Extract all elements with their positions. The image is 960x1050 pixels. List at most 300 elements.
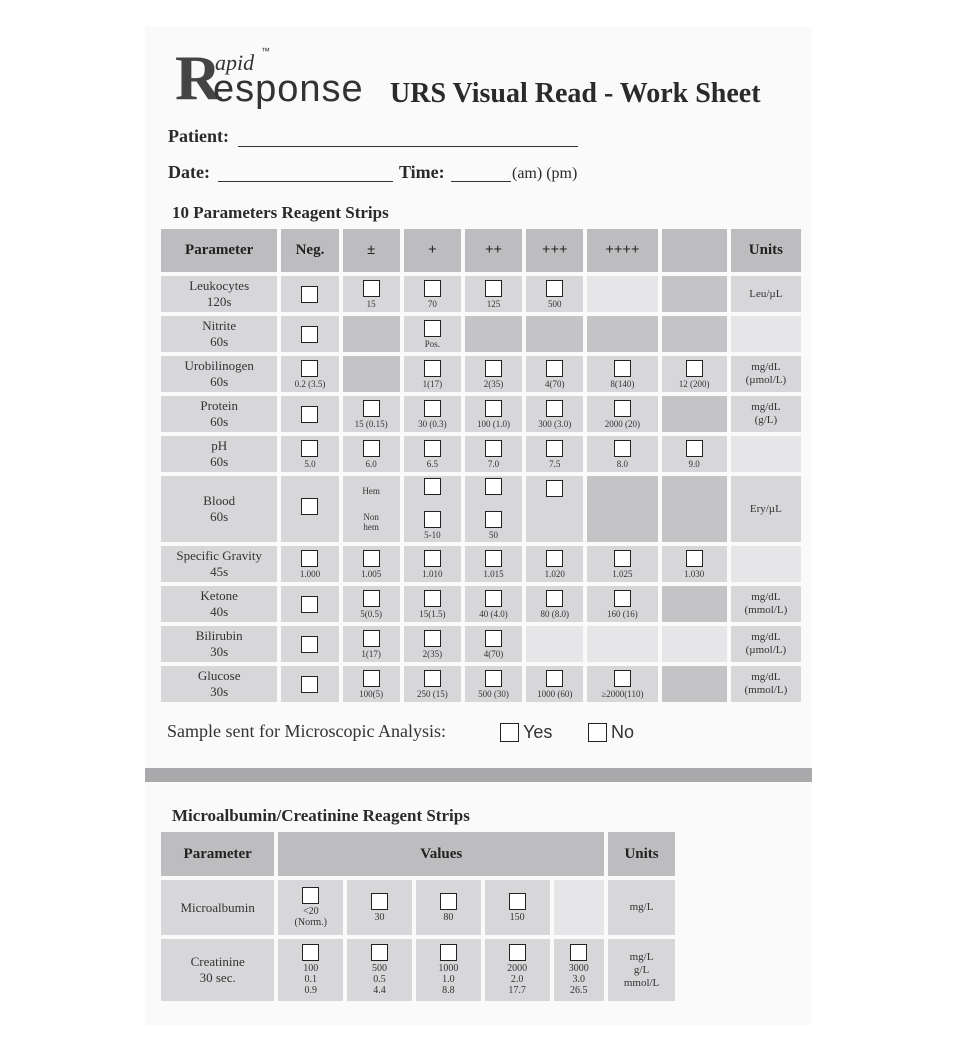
checkbox[interactable] bbox=[424, 590, 441, 607]
value-label: 160 (16) bbox=[607, 608, 638, 619]
param-time: 60s bbox=[210, 454, 229, 469]
checkbox[interactable] bbox=[509, 893, 526, 910]
cell-neg bbox=[281, 586, 338, 622]
param-cell-ph bbox=[161, 436, 277, 472]
param-name: Leukocytes bbox=[189, 278, 250, 293]
value-label: 1.030 bbox=[684, 568, 705, 579]
value-label: 1.000 bbox=[299, 568, 321, 579]
param-time: 120s bbox=[206, 294, 232, 309]
table-row bbox=[161, 626, 801, 662]
value-label: 2(35) bbox=[483, 378, 504, 389]
param-cell-bilirubin bbox=[161, 626, 277, 662]
micro-header-values: Values bbox=[278, 832, 604, 876]
units-cell bbox=[608, 939, 675, 1001]
checkbox[interactable] bbox=[614, 590, 631, 607]
checkbox[interactable] bbox=[301, 596, 318, 613]
no-checkbox[interactable] bbox=[588, 723, 607, 742]
cell-neg bbox=[281, 476, 338, 542]
value-label: 2000 (20) bbox=[604, 418, 641, 429]
value-line: 26.5 bbox=[570, 985, 588, 996]
value-label: 1.010 bbox=[422, 568, 443, 579]
value-label: 1(17) bbox=[361, 648, 381, 659]
checkbox[interactable] bbox=[371, 893, 388, 910]
table-row bbox=[161, 276, 801, 312]
cell-trace bbox=[343, 396, 400, 432]
value-label: ≥2000(110) bbox=[601, 688, 644, 699]
header-plus1: + bbox=[404, 229, 461, 272]
checkbox[interactable] bbox=[570, 944, 587, 961]
checkbox[interactable] bbox=[485, 630, 502, 647]
value-cell bbox=[416, 939, 481, 1001]
value-line: 150 bbox=[509, 911, 525, 923]
value-label: 30 (0.3) bbox=[418, 418, 447, 429]
value-cell bbox=[347, 939, 412, 1001]
cell-trace bbox=[343, 436, 400, 472]
value-label: 8.0 bbox=[616, 458, 629, 469]
checkbox[interactable] bbox=[371, 944, 388, 961]
header-plus4: ++++ bbox=[587, 229, 657, 272]
header-plus2: ++ bbox=[465, 229, 522, 272]
param-time: 30s bbox=[210, 644, 229, 659]
unit-line: mg/L bbox=[629, 901, 654, 913]
value-cell bbox=[485, 939, 550, 1001]
time-field[interactable] bbox=[451, 181, 511, 182]
checkbox[interactable] bbox=[363, 400, 380, 417]
page-title: URS Visual Read - Work Sheet bbox=[390, 78, 761, 109]
checkbox[interactable] bbox=[363, 280, 380, 297]
cell-extra bbox=[662, 476, 727, 542]
units-cell bbox=[731, 626, 801, 662]
microscopic-yes-option[interactable] bbox=[500, 722, 552, 743]
value-label: 5.0 bbox=[304, 458, 316, 469]
value-cell bbox=[416, 880, 481, 935]
value-line: 100 bbox=[303, 963, 319, 974]
logo-trademark: ™ bbox=[261, 46, 270, 56]
value-line: (Norm.) bbox=[294, 917, 328, 928]
checkbox[interactable] bbox=[509, 944, 526, 961]
cell-plus1 bbox=[404, 546, 461, 582]
param-time: 60s bbox=[210, 334, 229, 349]
checkbox-non-hem[interactable] bbox=[485, 511, 502, 528]
value-line: 1.0 bbox=[442, 974, 455, 985]
value-label: 15 bbox=[366, 298, 376, 309]
param-cell-creatinine bbox=[161, 939, 274, 1001]
cell-trace bbox=[343, 546, 400, 582]
yes-checkbox[interactable] bbox=[500, 723, 519, 742]
param-name: Microalbumin bbox=[180, 899, 255, 915]
param-name: Urobilinogen bbox=[184, 358, 254, 373]
param-cell-blood bbox=[161, 476, 277, 542]
units-cell bbox=[731, 396, 801, 432]
cell-plus2 bbox=[465, 356, 522, 392]
value-label: 300 (3.0) bbox=[538, 418, 572, 429]
checkbox[interactable] bbox=[485, 280, 502, 297]
param-cell-microalbumin bbox=[161, 880, 274, 935]
checkbox[interactable] bbox=[424, 630, 441, 647]
param-cell-specific-gravity bbox=[161, 546, 277, 582]
cell-neg bbox=[281, 396, 338, 432]
cell-trace bbox=[343, 476, 400, 542]
no-label: No bbox=[611, 722, 635, 742]
checkbox[interactable] bbox=[301, 550, 318, 567]
units-cell bbox=[731, 276, 801, 312]
param-cell-protein bbox=[161, 396, 277, 432]
cell-extra bbox=[662, 316, 727, 352]
unit-line: mg/L bbox=[629, 950, 654, 963]
checkbox[interactable] bbox=[614, 670, 631, 687]
table-row bbox=[161, 546, 801, 582]
header-plus3: +++ bbox=[526, 229, 583, 272]
cell-plus3 bbox=[526, 586, 583, 622]
table-row bbox=[161, 436, 801, 472]
cell-plus3 bbox=[526, 546, 583, 582]
value-label: 1.020 bbox=[544, 568, 565, 579]
value-label: 250 (15) bbox=[416, 688, 448, 699]
checkbox[interactable] bbox=[485, 440, 502, 457]
param-name: Ketone bbox=[200, 588, 238, 603]
checkbox[interactable] bbox=[614, 360, 631, 377]
value-label: 50 bbox=[489, 530, 499, 540]
value-label: 80 (8.0) bbox=[540, 608, 569, 619]
micro-title: Microalbumin/Creatinine Reagent Strips bbox=[172, 806, 470, 825]
hem-label: Hem bbox=[362, 486, 380, 496]
cell-extra bbox=[662, 586, 727, 622]
unit-line-1: mg/dL bbox=[751, 631, 781, 643]
checkbox[interactable] bbox=[485, 360, 502, 377]
checkbox-hem[interactable] bbox=[485, 478, 502, 495]
param-name: Blood bbox=[203, 493, 236, 508]
table-row bbox=[161, 666, 801, 702]
value-label: 1.015 bbox=[483, 568, 504, 579]
cell-extra bbox=[662, 546, 727, 582]
strips10-table bbox=[157, 225, 805, 706]
checkbox[interactable] bbox=[363, 440, 380, 457]
cell-plus4 bbox=[587, 436, 657, 472]
param-name: pH bbox=[211, 438, 228, 453]
cell-neg bbox=[281, 666, 338, 702]
cell-extra bbox=[662, 276, 727, 312]
cell-plus2 bbox=[465, 276, 522, 312]
cell-plus1 bbox=[404, 586, 461, 622]
microscopic-question: Sample sent for Microscopic Analysis: bbox=[167, 721, 446, 741]
value-line: 3000 bbox=[568, 963, 589, 974]
value-cell bbox=[278, 939, 343, 1001]
checkbox[interactable] bbox=[424, 670, 441, 687]
table-row bbox=[161, 316, 801, 352]
logo-apid: apid bbox=[215, 50, 255, 75]
checkbox[interactable] bbox=[424, 280, 441, 297]
value-label: 6.0 bbox=[365, 458, 377, 469]
unit-line: mmol/L bbox=[623, 976, 660, 989]
table-row bbox=[161, 396, 801, 432]
date-field[interactable] bbox=[218, 181, 393, 182]
unit-line-1: mg/dL bbox=[751, 401, 781, 413]
cell-plus3 bbox=[526, 476, 583, 542]
yes-label: Yes bbox=[523, 722, 553, 742]
cell-plus1 bbox=[404, 436, 461, 472]
unit-line: g/L bbox=[633, 963, 650, 976]
micro-header-units: Units bbox=[608, 832, 675, 876]
checkbox[interactable] bbox=[546, 670, 563, 687]
value-label: 500 bbox=[547, 298, 562, 309]
param-cell-urobilinogen bbox=[161, 356, 277, 392]
section-divider bbox=[145, 768, 812, 782]
checkbox[interactable] bbox=[686, 440, 703, 457]
checkbox[interactable] bbox=[363, 590, 380, 607]
table-row bbox=[161, 939, 675, 1001]
cell-extra bbox=[662, 356, 727, 392]
checkbox[interactable] bbox=[546, 550, 563, 567]
value-label: 1(17) bbox=[422, 378, 443, 389]
header-trace: ± bbox=[343, 229, 400, 272]
value-label: 1.025 bbox=[612, 568, 633, 579]
checkbox[interactable] bbox=[301, 360, 318, 377]
value-line: 4.4 bbox=[373, 985, 386, 996]
cell-extra bbox=[662, 396, 727, 432]
value-line: 80 bbox=[443, 911, 454, 923]
cell-trace bbox=[343, 356, 400, 392]
value-cell bbox=[278, 880, 343, 935]
param-time: 60s bbox=[210, 414, 229, 429]
microscopic-no-option[interactable] bbox=[588, 722, 634, 743]
value-label: 1.005 bbox=[361, 568, 382, 579]
value-label: 125 bbox=[486, 298, 501, 309]
param-time: 45s bbox=[210, 564, 229, 579]
cell-plus2 bbox=[465, 476, 522, 542]
units-cell bbox=[731, 316, 801, 352]
micro-header-parameter: Parameter bbox=[161, 832, 274, 876]
cell-plus1 bbox=[404, 396, 461, 432]
units-cell bbox=[731, 356, 801, 392]
checkbox[interactable] bbox=[424, 440, 441, 457]
value-label: 7.5 bbox=[549, 458, 561, 469]
cell-plus4 bbox=[587, 546, 657, 582]
checkbox[interactable] bbox=[485, 590, 502, 607]
param-time: 60s bbox=[210, 374, 229, 389]
unit-line-2: (µmol/L) bbox=[745, 644, 787, 656]
checkbox[interactable] bbox=[440, 944, 457, 961]
value-line: <20 bbox=[302, 906, 319, 917]
value-line: 2000 bbox=[507, 963, 528, 974]
checkbox[interactable] bbox=[424, 550, 441, 567]
patient-field[interactable] bbox=[238, 146, 578, 147]
param-name: Creatinine bbox=[190, 954, 245, 969]
patient-label: Patient: bbox=[168, 126, 229, 146]
unit-line-2: (µmol/L) bbox=[745, 374, 787, 386]
cell-trace bbox=[343, 626, 400, 662]
checkbox[interactable] bbox=[485, 550, 502, 567]
value-label: 15(1.5) bbox=[419, 608, 446, 619]
value-cell bbox=[554, 939, 605, 1001]
unit-line-1: Leu/µL bbox=[749, 287, 783, 300]
value-label: 100(5) bbox=[359, 688, 384, 699]
cell-plus1 bbox=[404, 476, 461, 542]
checkbox[interactable] bbox=[546, 400, 563, 417]
units-cell bbox=[731, 546, 801, 582]
units-cell bbox=[731, 436, 801, 472]
param-time: 30s bbox=[210, 684, 229, 699]
param-name: Specific Gravity bbox=[176, 548, 262, 563]
cell-neg bbox=[281, 276, 338, 312]
cell-plus4 bbox=[587, 316, 657, 352]
header-units: Units bbox=[731, 229, 801, 272]
checkbox[interactable] bbox=[686, 360, 703, 377]
cell-plus1 bbox=[404, 626, 461, 662]
value-cell bbox=[347, 880, 412, 935]
units-cell bbox=[731, 476, 801, 542]
cell-neg bbox=[281, 436, 338, 472]
checkbox[interactable] bbox=[546, 360, 563, 377]
checkbox[interactable] bbox=[424, 360, 441, 377]
checkbox[interactable] bbox=[614, 440, 631, 457]
checkbox[interactable] bbox=[546, 480, 563, 497]
cell-plus2 bbox=[465, 626, 522, 662]
value-cell bbox=[485, 880, 550, 935]
cell-plus3 bbox=[526, 396, 583, 432]
cell-extra bbox=[662, 666, 727, 702]
checkbox[interactable] bbox=[301, 326, 318, 343]
checkbox[interactable] bbox=[485, 670, 502, 687]
unit-line-2: (mmol/L) bbox=[744, 684, 788, 696]
value-label: 100 (1.0) bbox=[477, 418, 511, 429]
value-line: 2.0 bbox=[510, 974, 524, 985]
value-label: 4(70) bbox=[544, 378, 565, 389]
checkbox[interactable] bbox=[363, 550, 380, 567]
rapid-response-logo bbox=[175, 42, 367, 113]
value-label: 6.5 bbox=[426, 458, 438, 469]
cell-plus3 bbox=[526, 626, 583, 662]
value-line: 0.1 bbox=[304, 974, 318, 985]
checkbox[interactable] bbox=[546, 440, 563, 457]
cell-plus2 bbox=[465, 666, 522, 702]
checkbox[interactable] bbox=[614, 400, 631, 417]
cell-plus3 bbox=[526, 276, 583, 312]
param-cell-glucose bbox=[161, 666, 277, 702]
param-cell-ketone bbox=[161, 586, 277, 622]
checkbox[interactable] bbox=[686, 550, 703, 567]
checkbox[interactable] bbox=[363, 670, 380, 687]
cell-plus4 bbox=[587, 356, 657, 392]
cell-neg bbox=[281, 626, 338, 662]
value-label: 5(0.5) bbox=[360, 608, 383, 619]
unit-line-1: Ery/µL bbox=[749, 502, 782, 515]
unit-line-1: mg/dL bbox=[751, 591, 781, 603]
cell-plus3 bbox=[526, 436, 583, 472]
table-row bbox=[161, 880, 675, 935]
checkbox[interactable] bbox=[302, 887, 319, 904]
checkbox[interactable] bbox=[485, 400, 502, 417]
header-neg: Neg. bbox=[281, 229, 338, 272]
value-label: 500 (30) bbox=[478, 688, 509, 699]
table-row bbox=[161, 586, 801, 622]
cell-plus1 bbox=[404, 666, 461, 702]
checkbox[interactable] bbox=[301, 636, 318, 653]
param-time: 60s bbox=[210, 509, 229, 524]
cell-trace bbox=[343, 316, 400, 352]
checkbox-hem[interactable] bbox=[424, 478, 441, 495]
units-cell bbox=[731, 666, 801, 702]
time-label: Time: bbox=[399, 162, 445, 182]
param-cell-leukocytes bbox=[161, 276, 277, 312]
units-cell bbox=[731, 586, 801, 622]
param-cell-nitrite bbox=[161, 316, 277, 352]
am-pm-options: (am) (pm) bbox=[512, 165, 578, 182]
unit-line-1: mg/dL bbox=[751, 671, 781, 683]
header-parameter: Parameter bbox=[161, 229, 277, 272]
cell-plus2 bbox=[465, 396, 522, 432]
checkbox-non-hem[interactable] bbox=[424, 511, 441, 528]
value-label: 2(35) bbox=[422, 648, 443, 659]
param-name: Nitrite bbox=[202, 318, 237, 333]
cell-plus3 bbox=[526, 316, 583, 352]
value-line: 8.8 bbox=[442, 985, 455, 996]
value-label: 5-10 bbox=[424, 530, 441, 540]
checkbox[interactable] bbox=[424, 320, 441, 337]
checkbox[interactable] bbox=[546, 280, 563, 297]
value-label: 4(70) bbox=[483, 648, 504, 659]
value-line: 0.9 bbox=[304, 985, 318, 996]
cell-plus3 bbox=[526, 666, 583, 702]
value-label: 15 (0.15) bbox=[354, 418, 388, 429]
value-line: 3.0 bbox=[572, 974, 586, 985]
value-line: 0.5 bbox=[373, 974, 386, 985]
header-blank bbox=[662, 229, 727, 272]
date-label: Date: bbox=[168, 162, 210, 182]
value-label: 0.2 (3.5) bbox=[294, 378, 326, 389]
checkbox[interactable] bbox=[546, 590, 563, 607]
value-label: 1000 (60) bbox=[537, 688, 573, 699]
param-time: 30 sec. bbox=[199, 970, 236, 985]
logo-letter-r: R bbox=[175, 42, 222, 113]
checkbox[interactable] bbox=[301, 440, 318, 457]
table-row bbox=[161, 476, 801, 542]
value-label: 40 (4.0) bbox=[479, 608, 508, 619]
checkbox[interactable] bbox=[614, 550, 631, 567]
table-row bbox=[161, 356, 801, 392]
cell-plus4 bbox=[587, 396, 657, 432]
value-label: 9.0 bbox=[688, 458, 700, 469]
checkbox[interactable] bbox=[301, 676, 318, 693]
value-line: 1000 bbox=[438, 963, 459, 974]
checkbox[interactable] bbox=[302, 944, 319, 961]
micro-table bbox=[157, 828, 679, 1005]
checkbox[interactable] bbox=[440, 893, 457, 910]
cell-plus4 bbox=[587, 476, 657, 542]
unit-line-1: mg/dL bbox=[751, 361, 781, 373]
value-label: 7.0 bbox=[487, 458, 500, 469]
checkbox[interactable] bbox=[301, 286, 318, 303]
param-time: 40s bbox=[210, 604, 229, 619]
value-cell bbox=[554, 880, 605, 935]
cell-plus4 bbox=[587, 626, 657, 662]
checkbox[interactable] bbox=[363, 630, 380, 647]
value-label: 70 bbox=[427, 298, 437, 309]
param-name: Protein bbox=[200, 398, 238, 413]
cell-trace bbox=[343, 666, 400, 702]
value-line: 17.7 bbox=[508, 985, 526, 996]
checkbox[interactable] bbox=[301, 498, 318, 515]
checkbox[interactable] bbox=[301, 406, 318, 423]
cell-trace bbox=[343, 276, 400, 312]
cell-plus2 bbox=[465, 436, 522, 472]
cell-plus4 bbox=[587, 276, 657, 312]
value-line: 30 bbox=[374, 911, 385, 923]
cell-extra bbox=[662, 436, 727, 472]
value-label: 12 (200) bbox=[678, 378, 710, 389]
checkbox[interactable] bbox=[424, 400, 441, 417]
param-name: Glucose bbox=[197, 668, 241, 683]
value-label: Pos. bbox=[424, 338, 440, 349]
